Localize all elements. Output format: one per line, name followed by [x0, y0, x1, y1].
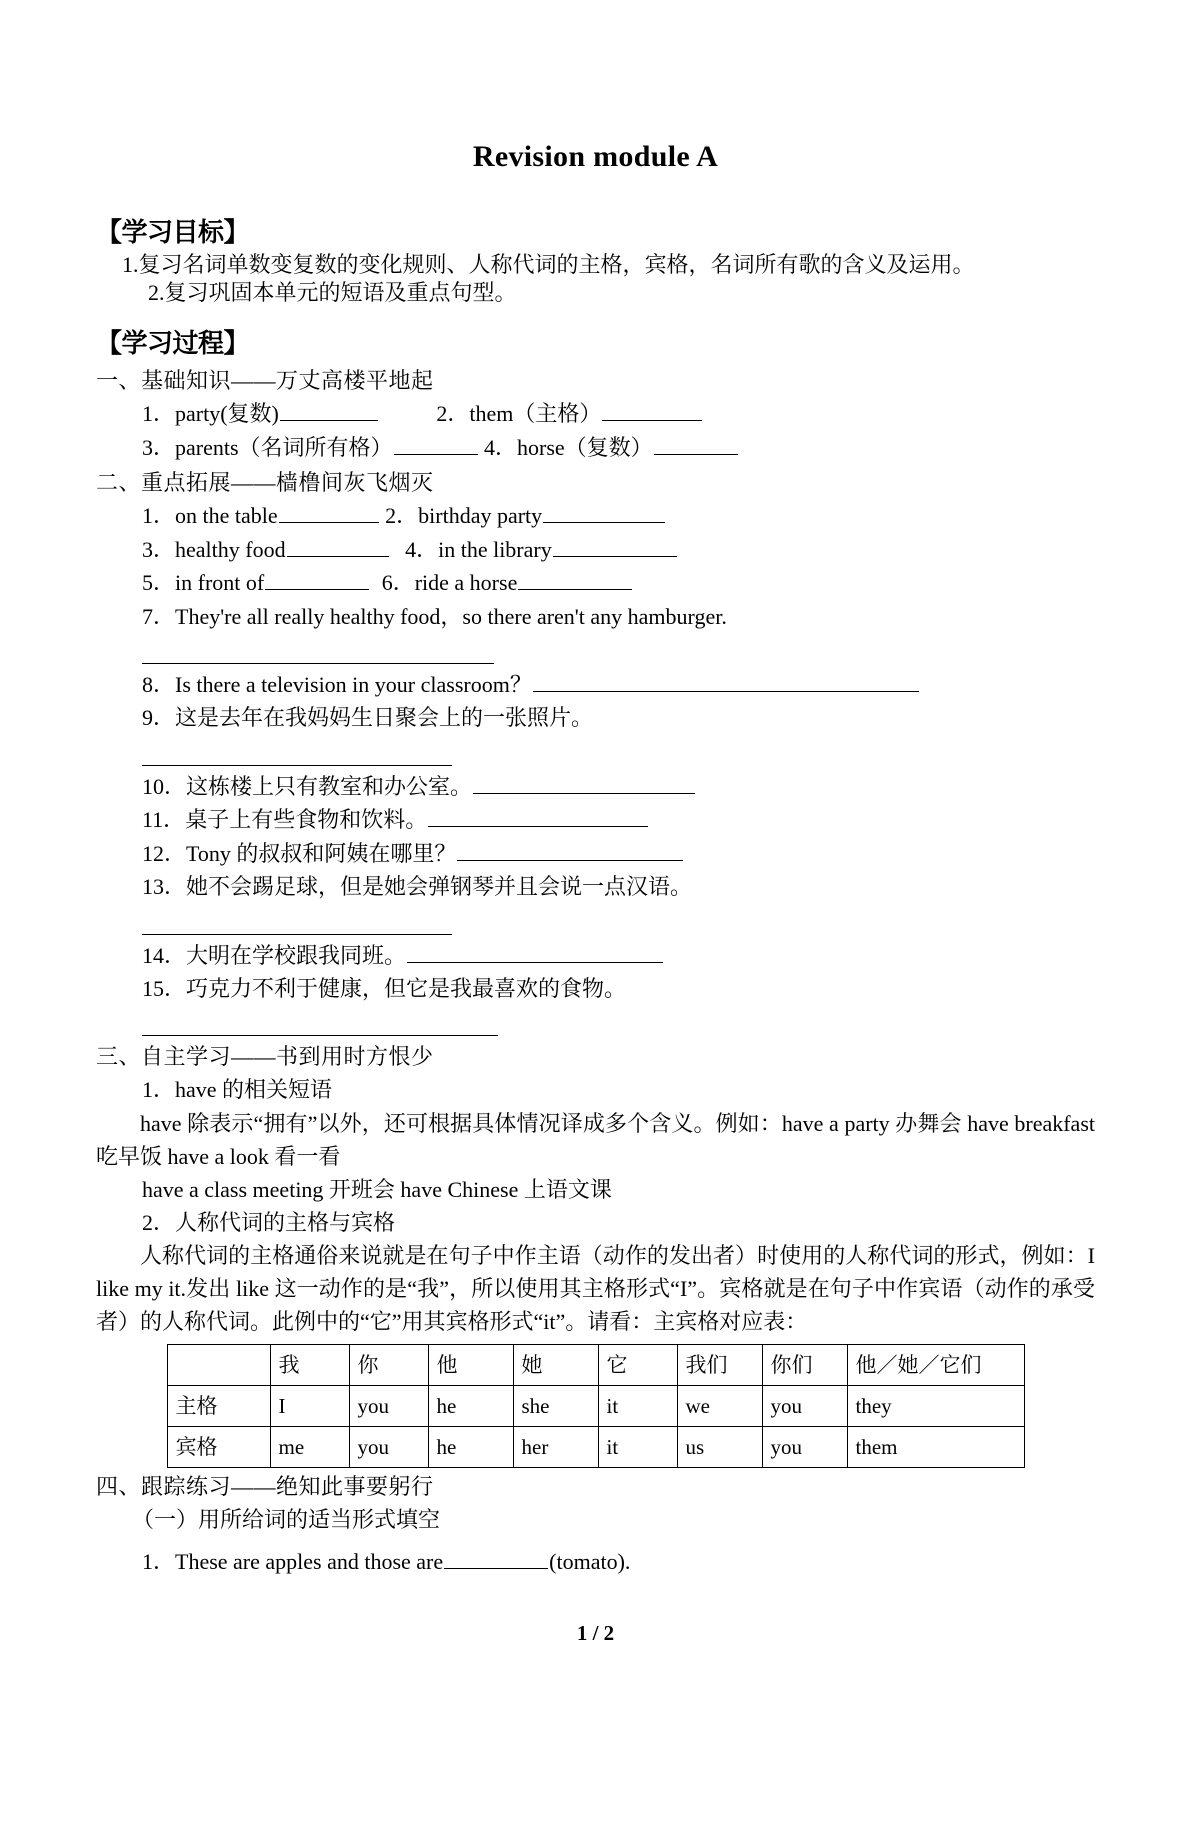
section2-phrase-row-1 — [96, 499, 1095, 532]
phrase-2-label: 2．birthday party — [385, 503, 543, 529]
sentence-7-text: They're all really healthy food，so there aren't any hamburger. — [175, 603, 727, 629]
row-label-subjective: 主格 — [167, 1386, 270, 1427]
section1-item-2-label: 2．them（主格） — [436, 401, 602, 427]
section2-sentence-9 — [96, 701, 1095, 734]
table-header-nimen: 你们 — [762, 1345, 847, 1386]
table-header-ta-m: 他 — [428, 1345, 513, 1386]
table-header-women: 我们 — [677, 1345, 762, 1386]
sentence-8-text: Is there a television in your classroom？ — [175, 671, 532, 697]
section1-heading: 一、基础知识——万丈高楼平地起 — [96, 368, 434, 394]
section3-have-paragraph: have 除表示“拥有”以外，还可根据具体情况译成多个含义。例如：have a party 办舞会 have breakfast 吃早饭 have a look 看一看 — [96, 1110, 1095, 1169]
document-page — [0, 140, 1191, 1824]
sentence-11-num: 11． — [142, 807, 186, 833]
sentence-7-num: 7． — [142, 603, 176, 629]
answer-line-13[interactable] — [142, 934, 452, 935]
cell-objective-us: us — [677, 1427, 762, 1468]
page-title: Revision module A — [472, 140, 719, 173]
cell-subjective-i: I — [270, 1386, 349, 1427]
section3-pronoun-paragraph: 人称代词的主格通俗来说就是在句子中作主语（动作的发出者）时使用的人称代词的形式，例如：I like my it.发出 like 这一动作的是“我”，所以使用其主格形式“I”。宾格就是在句子中作宾语（动作的承受者）的人称代词。此例中的“它”用其宾格形式“it”。请看：主宾格对应表： — [96, 1243, 1095, 1335]
answer-blank[interactable] — [394, 432, 478, 455]
answer-line-9[interactable] — [142, 765, 452, 766]
cell-subjective-you: you — [349, 1386, 428, 1427]
section2-sentence-12 — [96, 837, 1095, 870]
sentence-13-num: 13． — [142, 874, 187, 900]
answer-blank[interactable] — [533, 669, 919, 692]
cell-subjective-he: he — [428, 1386, 513, 1427]
section2-sentence-8 — [96, 668, 1095, 701]
section1-item-3-label: 3．parents（名词所有格） — [142, 434, 393, 460]
section2-sentence-13 — [96, 870, 1095, 903]
objective-item-1: 1.复习名词单数变复数的变化规则、人称代词的主格，宾格，名词所有歌的含义及运用。 — [122, 252, 975, 277]
cell-objective-you-pl: you — [762, 1427, 847, 1468]
answer-line-7[interactable] — [142, 663, 494, 664]
section4-sub-heading: （一）用所给词的适当形式填空 — [132, 1507, 441, 1533]
answer-blank[interactable] — [602, 398, 702, 421]
answer-blank[interactable] — [654, 432, 738, 455]
sentence-13-text: 她不会踢足球，但是她会弹钢琴并且会说一点汉语。 — [186, 874, 693, 900]
section2-phrase-row-2 — [96, 533, 1095, 566]
cell-objective-her: her — [513, 1427, 598, 1468]
sentence-10-num: 10． — [142, 773, 187, 799]
section2-sentence-10 — [96, 770, 1095, 803]
objectives-heading: 【学习目标】 — [96, 218, 250, 247]
page-footer: 1 / 2 — [576, 1621, 615, 1645]
table-header-ni: 你 — [349, 1345, 428, 1386]
process-heading: 【学习过程】 — [96, 329, 250, 359]
sentence-8-num: 8． — [142, 671, 176, 697]
table-header-ta-it: 它 — [598, 1345, 677, 1386]
section4-question-1 — [96, 1545, 1095, 1578]
section2-phrase-row-3 — [96, 566, 1095, 599]
table-header-tamen: 他／她／它们 — [847, 1345, 1024, 1386]
sentence-12-text: Tony 的叔叔和阿姨在哪里？ — [186, 840, 457, 866]
cell-objective-me: me — [270, 1427, 349, 1468]
question-1-post: (tomato). — [549, 1548, 631, 1574]
answer-blank[interactable] — [473, 771, 695, 794]
section1-item-4-label: 4．horse（复数） — [484, 434, 653, 460]
section2-sentence-11 — [96, 803, 1095, 836]
section2-sentence-7 — [96, 600, 1095, 633]
objective-item-2: 2.复习巩固本单元的短语及重点句型。 — [148, 280, 517, 306]
cell-objective-it: it — [598, 1427, 677, 1468]
section1-item-1-label: 1．party(复数) — [142, 401, 279, 427]
sentence-9-num: 9． — [142, 705, 176, 731]
table-row — [167, 1427, 1024, 1468]
phrase-4-label: 4．in the library — [405, 536, 552, 562]
cell-subjective-they: they — [847, 1386, 1024, 1427]
section1-row-2 — [96, 431, 1095, 464]
sentence-14-text: 大明在学校跟我同班。 — [186, 942, 407, 968]
section3-have-paragraph-2: have a class meeting 开班会 have Chinese 上语文课 — [142, 1176, 612, 1202]
section3-sub2-title: 2．人称代词的主格与宾格 — [142, 1209, 396, 1235]
sentence-15-num: 15． — [142, 976, 187, 1001]
answer-blank[interactable] — [543, 500, 665, 523]
answer-blank[interactable] — [518, 567, 632, 590]
section2-heading: 二、重点拓展——樯橹间灰飞烟灭 — [96, 470, 434, 496]
sentence-12-num: 12． — [142, 840, 187, 866]
cell-subjective-it: it — [598, 1386, 677, 1427]
table-header-row — [167, 1345, 1024, 1386]
answer-blank[interactable] — [553, 534, 677, 557]
section1-row-1 — [96, 397, 1095, 430]
question-1-pre: 1．These are apples and those are — [142, 1548, 444, 1574]
answer-blank[interactable] — [407, 940, 663, 963]
answer-blank[interactable] — [428, 804, 648, 827]
cell-objective-you: you — [349, 1427, 428, 1468]
sentence-11-text: 桌子上有些食物和饮料。 — [185, 807, 428, 833]
answer-blank[interactable] — [279, 500, 379, 523]
sentence-9-text: 这是去年在我妈妈生日聚会上的一张照片。 — [175, 705, 594, 731]
answer-blank[interactable] — [287, 534, 389, 557]
table-row — [167, 1386, 1024, 1427]
answer-blank[interactable] — [457, 838, 683, 861]
cell-objective-them: them — [847, 1427, 1024, 1468]
section3-sub1-title: 1．have 的相关短语 — [142, 1077, 333, 1103]
section4-heading: 四、跟踪练习——绝知此事要躬行 — [96, 1474, 434, 1500]
answer-blank[interactable] — [265, 567, 369, 590]
phrase-1-label: 1．on the table — [142, 503, 278, 529]
cell-subjective-we: we — [677, 1386, 762, 1427]
table-corner-cell — [167, 1345, 270, 1386]
section3-heading: 三、自主学习——书到用时方恨少 — [96, 1044, 434, 1070]
section2-sentence-14 — [96, 939, 1095, 972]
table-header-wo: 我 — [270, 1345, 349, 1386]
sentence-14-num: 14． — [142, 942, 187, 968]
pronoun-case-table — [167, 1344, 1025, 1468]
section2-sentence-15 — [96, 972, 1095, 1005]
answer-blank[interactable] — [444, 1546, 548, 1569]
table-header-ta-f: 她 — [513, 1345, 598, 1386]
cell-subjective-she: she — [513, 1386, 598, 1427]
row-label-objective: 宾格 — [167, 1427, 270, 1468]
phrase-3-label: 3．healthy food — [142, 536, 286, 562]
sentence-15-text: 巧克力不利于健康，但它是我最喜欢的食物。 — [186, 976, 627, 1001]
answer-line-15[interactable] — [142, 1035, 498, 1036]
cell-objective-he: he — [428, 1427, 513, 1468]
answer-blank[interactable] — [280, 398, 378, 421]
phrase-5-label: 5．in front of — [142, 570, 265, 596]
cell-subjective-you-pl: you — [762, 1386, 847, 1427]
sentence-10-text: 这栋楼上只有教室和办公室。 — [186, 773, 473, 799]
phrase-6-label: 6．ride a horse — [381, 570, 518, 596]
